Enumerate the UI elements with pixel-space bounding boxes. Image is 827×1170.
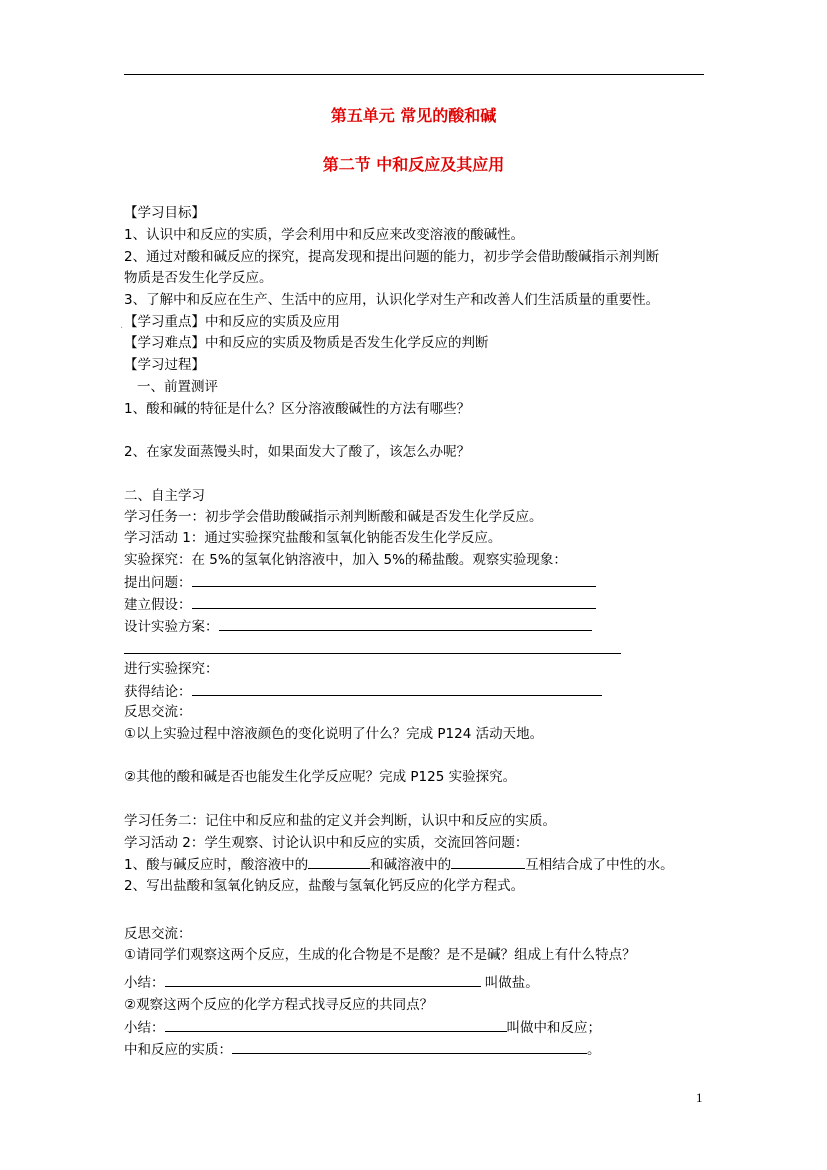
- objective-2-cont: 物质是否发生化学反应。: [124, 270, 273, 286]
- summary-1-label: 小结：: [124, 975, 165, 991]
- acid-ion-blank[interactable]: [308, 855, 370, 869]
- essence-blank[interactable]: [232, 1040, 587, 1054]
- page-number: 1: [696, 1090, 703, 1105]
- essence-row: 中和反应的实质： 。: [124, 1042, 601, 1058]
- task-1: 学习任务一：初步学会借助酸碱指示剂判断酸和碱是否发生化学反应。: [124, 509, 543, 525]
- objective-3: 3、了解中和反应在生产、生活中的应用，认识化学对生产和改善人们生活质量的重要性。: [124, 292, 660, 308]
- ask-question-label: 提出问题：: [124, 575, 192, 591]
- reflect-2-question-2: ②观察这两个反应的化学方程式找寻反应的共同点？: [124, 997, 434, 1013]
- objective-1: 1、认识中和反应的实质，学会利用中和反应来改变溶液的酸碱性。: [124, 227, 525, 243]
- conclusion-row: [124, 682, 602, 701]
- summary-2-row: 小结： 叫做中和反应；: [124, 1020, 601, 1036]
- reflect-label: 反思交流：: [124, 704, 192, 720]
- hypothesis-blank[interactable]: [192, 595, 596, 609]
- design-label: 设计实验方案：: [124, 619, 219, 635]
- reflect-2-question-1: ①请同学们观察这两个反应，生成的化合物是不是酸？是不是碱？组成上有什么特点？: [124, 947, 636, 963]
- conduct-label: 进行实验探究：: [124, 661, 219, 677]
- summary-2-label: 小结：: [124, 1020, 165, 1036]
- self-study-heading: 二、自主学习: [124, 488, 205, 504]
- section-title: 第二节 中和反应及其应用: [322, 155, 505, 174]
- process-heading: 【学习过程】: [124, 357, 205, 373]
- base-ion-blank[interactable]: [451, 855, 525, 869]
- hypothesis-row: [124, 595, 596, 614]
- key-point: 【学习重点】中和反应的实质及应用: [124, 314, 340, 330]
- reflect-question-2: ②其他的酸和碱是否也能发生化学反应呢？完成 P125 实验探究。: [124, 769, 517, 785]
- ask-question-blank[interactable]: [192, 573, 596, 587]
- activity-1: 学习活动 1：通过实验探究盐酸和氢氧化钠能否发生化学反应。: [124, 530, 502, 546]
- unit-title: 第五单元 常见的酸和碱: [330, 106, 497, 125]
- conclusion-blank[interactable]: [192, 682, 602, 696]
- summary-2-blank[interactable]: [165, 1018, 507, 1032]
- summary-1-row: 小结： 叫做盐。: [124, 975, 539, 991]
- activity-2-question-2: 2、写出盐酸和氢氧化钠反应，盐酸与氢氧化钙反应的化学方程式。: [124, 878, 525, 894]
- pretest-heading: 一、前置测评: [137, 379, 218, 395]
- ask-question-row: [124, 573, 596, 592]
- experiment-description: 实验探究：在 5%的氢氧化钠溶液中，加入 5%的稀盐酸。观察实验现象：: [124, 552, 567, 568]
- header-rule: [124, 74, 704, 75]
- task-2: 学习任务二：记住中和反应和盐的定义并会判断，认识中和反应的实质。: [124, 813, 556, 829]
- margin-dot: .: [120, 320, 124, 331]
- objectives-heading: 【学习目标】: [124, 205, 205, 221]
- hypothesis-label: 建立假设：: [124, 597, 192, 613]
- summary-1-blank[interactable]: [165, 973, 481, 987]
- reflect-2-label: 反思交流：: [124, 926, 192, 942]
- pretest-question-1: 1、酸和碱的特征是什么？区分溶液酸碱性的方法有哪些？: [124, 401, 471, 417]
- activity-2: 学习活动 2：学生观察、讨论认识中和反应的实质，交流回答问题：: [124, 835, 529, 851]
- difficulty: 【学习难点】中和反应的实质及物质是否发生化学反应的判断: [124, 335, 489, 351]
- reflect-question-1: ①以上实验过程中溶液颜色的变化说明了什么？完成 P124 活动天地。: [124, 726, 544, 742]
- design-row: [124, 617, 592, 636]
- pretest-question-2: 2、在家发面蒸馒头时，如果面发大了酸了，该怎么办呢？: [124, 444, 471, 460]
- objective-2: 2、通过对酸和碱反应的探究，提高发现和提出问题的能力，初步学会借助酸碱指示剂判断: [124, 249, 660, 265]
- design-blank-line-2[interactable]: [124, 653, 621, 654]
- conclusion-label: 获得结论：: [124, 684, 192, 700]
- essence-label: 中和反应的实质：: [124, 1042, 232, 1058]
- design-blank[interactable]: [219, 617, 592, 631]
- activity-2-question-1: 1、酸与碱反应时，酸溶液中的 和碱溶液中的 互相结合成了中性的水。: [124, 857, 674, 873]
